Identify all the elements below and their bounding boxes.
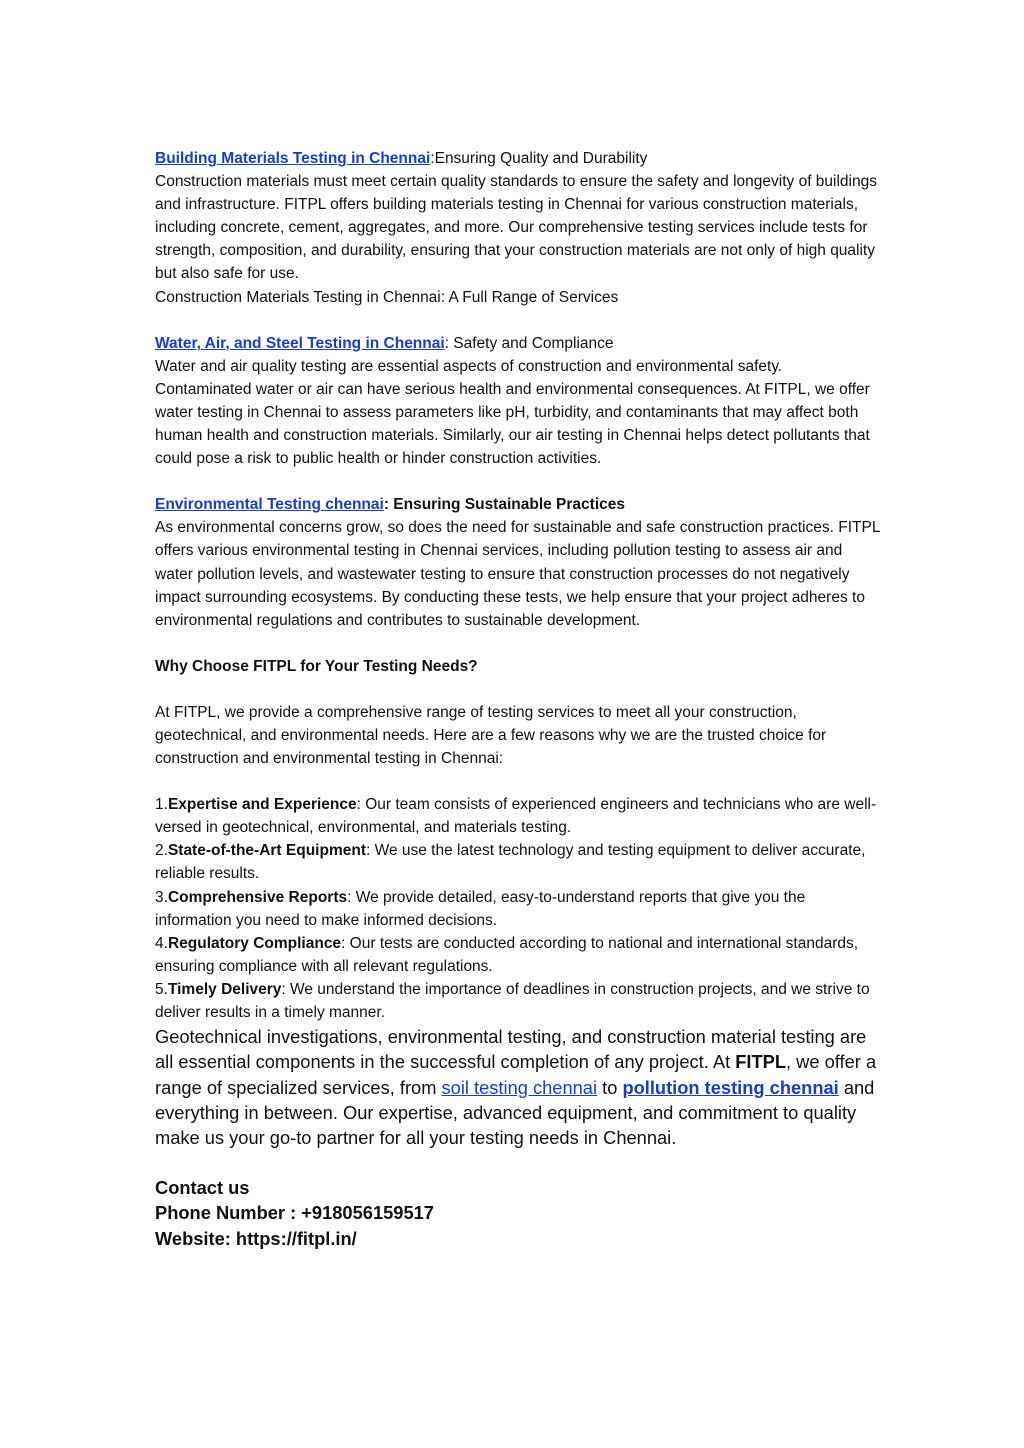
contact-block [155,1175,880,1251]
reason-title: Comprehensive Reports [167,888,348,906]
section-water-air-steel [155,332,880,471]
environmental-heading: : Ensuring Sustainable Practices [383,496,626,514]
closing-paragraph [155,1024,880,1150]
closing-text: Geotechnical investigations, environmental testing, and construction material testing are all essential components in the successful completion of any project. At [155,1026,867,1073]
reason-item [155,978,880,1024]
reason-title: Timely Delivery [167,980,282,998]
contact-phone: Phone Number : +918056159517 [155,1202,434,1224]
reason-number: 3. [155,888,168,906]
reason-title: State-of-the-Art Equipment [167,842,366,860]
reason-text: : Our tests are conducted according to national and international standards, ensuring compliance with all relevant regulations. [155,934,859,975]
water-air-steel-link[interactable]: Water, Air, and Steel Testing in Chennai [155,334,445,352]
reason-title: Regulatory Compliance [167,934,342,952]
reason-item [155,793,880,839]
reason-item [155,886,880,932]
water-air-steel-heading: : Safety and Compliance [444,334,614,352]
contact-heading: Contact us [155,1177,250,1199]
water-air-steel-body: Water and air quality testing are essential aspects of construction and environmental safety. Contaminated water or air can have serious health and environmental consequences. At FITPL, we offer water testing in Chennai to assess parameters like pH, turbidity, and contaminants that may affect both human health and construction materials. Similarly, our air testing in Chennai helps detect pollutants that could pose a risk to public health or hinder construction activities. [155,357,870,468]
reason-item [155,839,880,885]
section-environmental [155,493,880,632]
section-building-materials [155,147,880,309]
reason-text: : We use the latest technology and testing equipment to deliver accurate, reliable results. [155,842,866,883]
reason-text: : Our team consists of experienced engineers and technicians who are well-versed in geotechnical, environmental, and materials testing. [155,796,877,837]
soil-testing-link[interactable]: soil testing chennai [441,1076,598,1098]
pollution-testing-link[interactable]: pollution testing chennai [622,1076,839,1098]
closing-text: , we offer a range of specialized services, from [155,1051,877,1098]
why-heading [155,655,880,678]
contact-website: Website: https://fitpl.in/ [155,1227,357,1249]
building-materials-subline: Construction Materials Testing in Chennai: A Full Range of Services [155,288,619,306]
reason-text: : We understand the importance of deadlines in construction projects, and we strive to deliver results in a timely manner. [155,980,870,1021]
environmental-testing-link[interactable]: Environmental Testing chennai [155,496,384,514]
closing-text: and everything in between. Our expertise, advanced equipment, and commitment to quality make us your go-to partner for all your testing needs in Chennai. [155,1076,875,1148]
reason-number: 5. [155,980,168,998]
building-materials-body: Construction materials must meet certain quality standards to ensure the safety and longevity of buildings and infrastructure. FITPL offers building materials testing in Chennai for various construction materials, including concrete, cement, aggregates, and more. Our comprehensive testing services include tests for strength, composition, and durability, ensuring that your construction materials are not only of high quality but also safe for use. [155,173,877,283]
reason-number: 2. [155,842,168,860]
reason-number: 1. [155,796,168,814]
reason-item [155,932,880,978]
closing-text: to [597,1076,623,1098]
reason-title: Expertise and Experience [167,796,357,814]
reason-number: 4. [155,934,168,952]
building-materials-link[interactable]: Building Materials Testing in Chennai [155,150,431,167]
why-heading-text: Why Choose FITPL for Your Testing Needs? [155,657,478,675]
building-materials-heading: :Ensuring Quality and Durability [430,150,648,167]
why-intro: At FITPL, we provide a comprehensive range of testing services to meet all your construction, geotechnical, and environmental needs. Here are a few reasons why we are the trusted choice for construction and environmental testing in Chennai: [155,703,827,768]
closing-brand: FITPL [735,1051,787,1073]
environmental-body: As environmental concerns grow, so does the need for sustainable and safe construction practices. FITPL offers various environmental testing in Chennai services, including pollution testing to assess air and water pollution levels, and wastewater testing to ensure that construction processes do not negatively impact surrounding ecosystems. By conducting these tests, we help ensure that your project adheres to environmental regulations and contributes to sustainable development. [155,519,880,629]
reason-text: : We provide detailed, easy-to-understand reports that give you the information you need to make informed decisions. [155,888,806,929]
document-content [155,147,880,1251]
